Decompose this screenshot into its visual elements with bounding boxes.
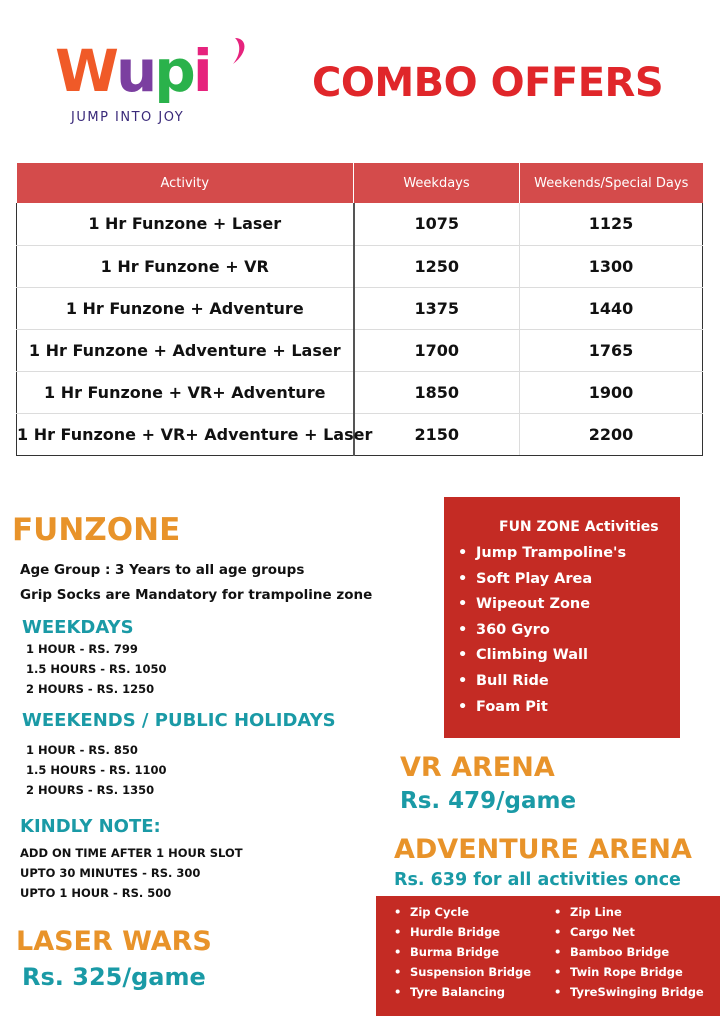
activity-cell: 1 Hr Funzone + VR (17, 245, 354, 287)
weekend-price-item: 1.5 HOURS - RS. 1100 (26, 763, 167, 777)
weekday-price-cell: 1250 (354, 245, 520, 287)
note-item: UPTO 1 HOUR - RS. 500 (20, 886, 172, 900)
logo-letter: W (55, 37, 116, 105)
list-item: • Climbing Wall (458, 643, 626, 669)
list-item: • TyreSwinging Bridge (554, 982, 704, 1002)
logo-wordmark (55, 36, 210, 106)
adventure-activities-list-left (394, 902, 531, 1002)
list-item: • Tyre Balancing (394, 982, 531, 1002)
table-row (17, 371, 703, 413)
table-row (17, 203, 703, 245)
vr-arena-title: VR ARENA (400, 752, 555, 783)
vr-arena-price: Rs. 479/game (400, 788, 577, 814)
list-item: • Bamboo Bridge (554, 942, 704, 962)
list-item: • Burma Bridge (394, 942, 531, 962)
logo-letter: i (192, 37, 210, 105)
list-item: • Jump Trampoline's (458, 541, 626, 567)
wupi-logo (55, 36, 255, 131)
list-item: • Bull Ride (458, 669, 626, 695)
activity-cell: 1 Hr Funzone + VR+ Adventure (17, 371, 354, 413)
list-item: • Soft Play Area (458, 567, 626, 593)
weekend-price-cell: 1300 (520, 245, 703, 287)
fun-zone-activities-list (458, 541, 626, 720)
table-header-row (17, 163, 703, 203)
weekday-price-cell: 1700 (354, 329, 520, 371)
adventure-arena-price: Rs. 639 for all activities once (394, 870, 681, 890)
column-header-activity: Activity (17, 163, 354, 203)
weekdays-title: WEEKDAYS (22, 617, 134, 638)
list-item: • Cargo Net (554, 922, 704, 942)
fun-zone-activities-title: FUN ZONE Activities (499, 519, 659, 535)
weekend-price-item: 1 HOUR - RS. 850 (26, 743, 138, 757)
weekend-price-cell: 1765 (520, 329, 703, 371)
list-item: • Twin Rope Bridge (554, 962, 704, 982)
list-item: • Zip Cycle (394, 902, 531, 922)
adventure-arena-title: ADVENTURE ARENA (394, 834, 692, 865)
list-item: • Hurdle Bridge (394, 922, 531, 942)
weekend-price-cell: 1440 (520, 287, 703, 329)
list-item: • Zip Line (554, 902, 704, 922)
logo-letter: p (154, 37, 193, 105)
note-item: UPTO 30 MINUTES - RS. 300 (20, 866, 201, 880)
list-item: • Suspension Bridge (394, 962, 531, 982)
weekday-price-cell: 1375 (354, 287, 520, 329)
activity-cell: 1 Hr Funzone + Laser (17, 203, 354, 245)
page-title: COMBO OFFERS (312, 60, 664, 106)
weekday-price-item: 1 HOUR - RS. 799 (26, 642, 138, 656)
weekend-price-cell: 1125 (520, 203, 703, 245)
weekday-price-item: 1.5 HOURS - RS. 1050 (26, 662, 167, 676)
table-row (17, 413, 703, 455)
table-row (17, 245, 703, 287)
funzone-title: FUNZONE (12, 512, 181, 548)
weekday-price-item: 2 HOURS - RS. 1250 (26, 682, 155, 696)
combo-offers-table (16, 163, 703, 456)
list-item: • 360 Gyro (458, 618, 626, 644)
activity-cell: 1 Hr Funzone + Adventure + Laser (17, 329, 354, 371)
activity-cell: 1 Hr Funzone + Adventure (17, 287, 354, 329)
logo-swoosh-icon (225, 36, 251, 66)
fun-zone-activities-box (444, 497, 680, 738)
adventure-activities-list-right (554, 902, 704, 1002)
column-header-weekends: Weekends/Special Days (520, 163, 703, 203)
weekend-price-item: 2 HOURS - RS. 1350 (26, 783, 155, 797)
funzone-age-group: Age Group : 3 Years to all age groups (20, 562, 305, 578)
laser-wars-price: Rs. 325/game (22, 963, 206, 991)
funzone-grip-socks-note: Grip Socks are Mandatory for trampoline zone (20, 587, 373, 603)
list-item: • Wipeout Zone (458, 592, 626, 618)
weekday-price-cell: 1075 (354, 203, 520, 245)
weekend-price-cell: 1900 (520, 371, 703, 413)
table-row (17, 329, 703, 371)
weekday-price-cell: 1850 (354, 371, 520, 413)
logo-letter: u (115, 37, 155, 105)
kindly-note-title: KINDLY NOTE: (20, 816, 161, 837)
weekend-price-cell: 2200 (520, 413, 703, 455)
note-item: ADD ON TIME AFTER 1 HOUR SLOT (20, 846, 243, 860)
adventure-activities-box (376, 896, 720, 1016)
weekends-title: WEEKENDS / PUBLIC HOLIDAYS (22, 710, 336, 731)
activity-cell: 1 Hr Funzone + VR+ Adventure + Laser (17, 413, 354, 455)
logo-tagline: JUMP INTO JOY (71, 110, 185, 125)
column-header-weekdays: Weekdays (354, 163, 520, 203)
laser-wars-title: LASER WARS (16, 926, 212, 957)
list-item: • Foam Pit (458, 695, 626, 721)
table-row (17, 287, 703, 329)
weekday-price-cell: 2150 (354, 413, 520, 455)
